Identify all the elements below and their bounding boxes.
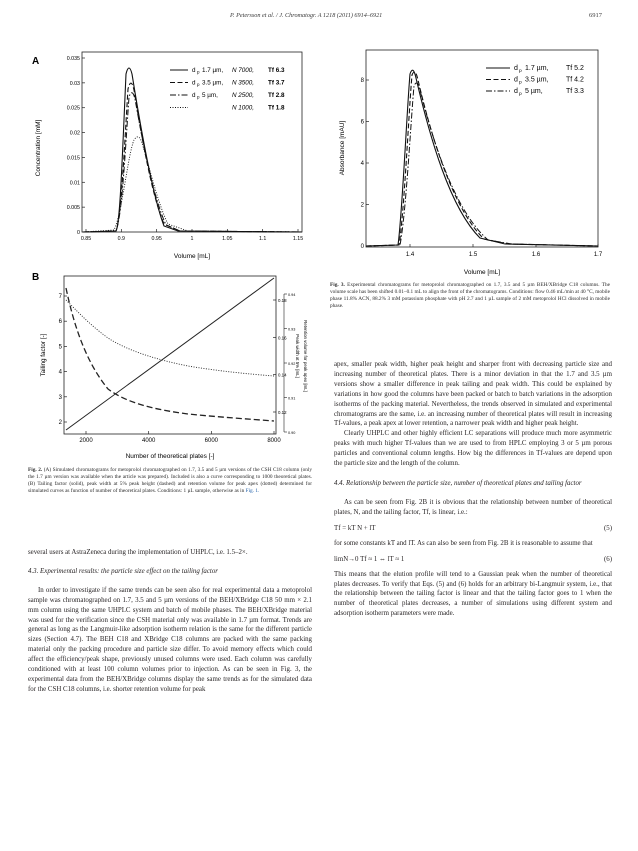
- panel-a-legend: [170, 67, 285, 112]
- panel-b-ytick-r2-label: 0.94: [288, 292, 296, 297]
- legend-3-dp-value: 5 µm,: [525, 88, 543, 95]
- fig2-caption-ref[interactable]: Fig. 1.: [245, 488, 260, 495]
- tailing-factor-line: [66, 278, 274, 430]
- legend-a-n: N 1000,: [232, 104, 255, 112]
- section-4-3-paragraph: In order to investigate if the same trends can be seen also for real experimental data a metoprolol sample was chromatographed on 1.7, 3.5 and 5 µm versions of the BEH/XBridge C18 50 mm × 2.1 mm column using the same UHPLC system and batch of mobile phases. The BEH/XBridge material was used for the verification since the CSH material only was available in 1.7 µm format. Trends are general as long as the Langmuir-like adsorption isotherm relation is the same for the different particle sizes (Section 4.7). The BEH C18 and XBridge C18 columns are packed with the same packing material only the packing procedure and particle size differ. To avoid memory effects which could affect the efficiency/peak shape, previously unused columns were used. Each column was carefully conditioned with at least 100 column volumes prior to injection. As can be seen in Fig. 3, the experimental data from the BEH/XBridge columns display the same trends as for the simulated data for the CSH C18 columns, i.e. shorter retention volume for peak: [28, 586, 312, 693]
- legend-a-dp-sub: p: [197, 82, 200, 87]
- legend-a-n: N 3500,: [232, 79, 255, 87]
- panel-b-ytick-r2-label: 0.93: [288, 327, 296, 332]
- legend-a-tf: Tf 2.8: [268, 92, 285, 99]
- panel-a-ytick-label: 0.035: [66, 56, 80, 62]
- panel-b-xtick-label: 8000: [267, 438, 281, 444]
- equation-5-body: Tf = kT N + lT: [334, 524, 376, 532]
- section-4-3-title: 4.3. Experimental results: the particle size effect on the tailing factor: [28, 567, 218, 575]
- intro-end-paragraph: several users at AstraZeneca during the implementation of UHPLC, i.e. 1.5–2×.: [28, 549, 248, 556]
- legend-a-dp-sub: p: [197, 94, 200, 100]
- legend-a-n: N 2500,: [232, 92, 255, 99]
- panel-b-ytick-left-label: 6: [58, 319, 62, 326]
- equation-5: [334, 524, 612, 533]
- legend-3-tf: Tf 3.3: [566, 88, 584, 95]
- legend-a-dp-value: 5 µm,: [202, 92, 218, 99]
- panel-a-xtick-label: 0.95: [151, 236, 162, 242]
- fig3-caption-label: Fig. 3.: [330, 282, 345, 288]
- panel-b-ytick-r1-label: 0.16: [278, 335, 287, 341]
- panel-a-xtick-label: 1.1: [258, 236, 267, 242]
- right-paragraph-5: This means that the elution profile will tend to a Gaussian peak when the number of theoretical plates decreases. To verify that Eqs. (5) and (6) holds for an arbitrary bi-Langmuir system, i.e., that the relationship between the tailing factor is linear and that the tailing factor goes to 1 when the number of theoretical plates decreases, a number of simulations using different system and adsorption isotherm parameters were made.: [334, 570, 612, 618]
- fig3-ytick-label: 4: [360, 161, 364, 167]
- panel-a-xtick-label: 0.85: [80, 236, 92, 242]
- curve-5um: [83, 93, 302, 232]
- legend-3-dp: d: [514, 65, 518, 72]
- legend-3-dp-sub: p: [519, 80, 522, 86]
- fig3-caption-text: Experimental chromatograms for metoprolol chromatographed on 1.7, 3.5 and 5 µm BEH/XBridge C18 columns. The volume scale has been shifted 0.01–0.1 mL to align the front of the chromatograms. Conditions: flow 0.46 mL/min at 40 °C, mobile phase 11.8% ACN, 88.2% 3 mM potassium phosphate with pH 2.7 and 1 µL sample of 2 mM metoprolol HCl dissolved in mobile phase.: [330, 282, 610, 310]
- fig3-xtick-label: 1.5: [468, 252, 478, 258]
- equation-6-number: (6): [603, 555, 612, 563]
- fig2-caption-label: Fig. 2.: [28, 467, 43, 473]
- panel-a-ytick-label: 0.025: [66, 105, 80, 112]
- panel-b-xtick-label: 4000: [141, 438, 156, 444]
- figure-3: [330, 48, 612, 280]
- panel-a-xtick-label: 1.05: [222, 236, 233, 242]
- right-paragraph-3: As can be seen from Fig. 2B it is obvious that the relationship between number of theoretical plates, N, and the tailing factor, Tf, is linear, i.e.:: [334, 498, 612, 516]
- legend-a-tf: Tf 3.7: [268, 79, 285, 87]
- fig3-xtick-label: 1.4: [405, 252, 415, 258]
- fig2-panel-b: [32, 272, 308, 460]
- fig3-caption: [330, 282, 610, 310]
- fig3-ytick-label: 0: [360, 244, 364, 250]
- right-paragraph-1: apex, smaller peak width, higher peak height and sharper front with decreasing particle size and increasing number of theoretical plates. There is a minor deviation in that the 1.7 and 3.5 µm versions show a smaller difference in peak tailing and peak width. This could be explained by variations in how good the columns have been packed or batch to batch variations in the adsorption isotherms of the packing material. Nevertheless, the trends observed in simulated and experimental chromatograms are the same, i.e. an increasing number of theoretical plates will result in increasing Tf-values, a peak apex at lower retention, a narrower peak width and higher peak height.: [334, 361, 612, 428]
- page-number: 6917: [589, 12, 602, 19]
- fig3-xtick-label: 1.7: [593, 252, 603, 258]
- legend-3-tf: Tf 5.2: [566, 65, 584, 72]
- right-paragraph-4: for some constants kT and lT. As can also be seen from Fig. 2B it is reasonable to assume that: [334, 539, 593, 547]
- equation-6: [334, 555, 612, 564]
- panel-a-ytick-label: 0.03: [69, 80, 80, 87]
- fig3-ytick-label: 2: [360, 202, 364, 209]
- panel-a-xtick-label: 1.15: [292, 236, 304, 242]
- fig3-ytick-label: 8: [360, 78, 364, 84]
- legend-a-dp: d: [192, 92, 196, 99]
- panel-b-ytick-r1-label: 0.12: [278, 410, 287, 415]
- figure-2: [28, 44, 308, 462]
- panel-b-ytick-r1-label: 0.14: [278, 372, 287, 378]
- fig2-panel-a: [32, 52, 303, 260]
- right-paragraph-2: Clearly UHPLC and other highly efficient LC separations will produce much more asymmetric peaks with much higher Tf-values than we are used to from HPLC employing 3 or 5 µm porous particles and conventional column lengths. How big the differences in Tf-values are depend upon the particle size and the length of the column.: [334, 430, 612, 468]
- legend-a-n: N 7000,: [232, 67, 255, 74]
- panel-b-ytick-left-label: 3: [58, 394, 62, 401]
- panel-a-ytick-label: 0.005: [66, 205, 80, 212]
- panel-b-ytick-r2-label: 0.92: [288, 361, 296, 366]
- panel-a-xlabel: Volume [mL]: [173, 253, 211, 260]
- panel-a-ytick-label: 0.02: [69, 130, 80, 137]
- panel-b-xlabel: Number of theoretical plates [-]: [125, 453, 215, 460]
- fig3-ytick-label: 6: [360, 119, 364, 126]
- legend-3-dp: d: [514, 88, 518, 95]
- legend-3-tf: Tf 4.2: [566, 76, 584, 84]
- panel-b-ytick-left-label: 5: [58, 344, 62, 351]
- right-column: [334, 360, 612, 619]
- fig3-legend: [486, 65, 584, 97]
- panel-b-ylabel-right2: Retention volume for peak apex [mL]: [303, 320, 308, 392]
- fig2-caption: [28, 467, 312, 495]
- equation-6-body: limN→0 Tf ≈ 1 ⇔ lT ≈ 1: [334, 555, 405, 563]
- panel-a-xtick-label: 1: [190, 236, 194, 242]
- retention-volume-curve: [66, 300, 274, 376]
- panel-a-ytick-label: 0.015: [66, 155, 80, 162]
- equation-5-number: (5): [603, 524, 612, 532]
- legend-3-dp-sub: p: [519, 68, 522, 74]
- panel-b-ylabel-left: Tailing factor [-]: [40, 333, 47, 377]
- panel-a-label: A: [32, 56, 40, 67]
- panel-a-ytick-label: 0.01: [69, 180, 80, 187]
- fig3-ylabel: Absorbance [mAU]: [339, 120, 346, 176]
- legend-a-dp-value: 1.7 µm,: [202, 67, 224, 74]
- legend-a-dp-value: 3.5 µm,: [202, 79, 224, 87]
- panel-b-ytick-left-label: 4: [58, 369, 62, 376]
- fig3-xtick-label: 1.6: [531, 252, 541, 258]
- panel-b-ytick-r2-label: 0.91: [288, 396, 296, 401]
- curve-1000-plates: [83, 137, 302, 232]
- left-column: [28, 548, 312, 695]
- section-4-4-title: 4.4. Relationship between the particle size, number of theoretical plates and tailing factor: [334, 479, 582, 487]
- fig2-caption-text: (A) Simulated chromatograms for metoprolol chromatographed on 1.7, 3.5 and 5 µm versions of the CSH C18 column (only the 1.7 µm version was available when the article was prepared). Included is also a curve corresponding to 1000 theoretical plates. (B) Tailing factor (solid), peak width at 5% peak height (dashed) and retention volume for peak apex (dotted) determined for simulated curves as function of number of theoretical plates. Conditions: 1 µL sample, otherwise as in: [28, 467, 313, 495]
- panel-a-ylabel: Concentration [mM]: [35, 119, 42, 177]
- panel-b-ylabel-right1: Peak width at 5% [mL]: [295, 334, 300, 378]
- panel-b-ytick-left-label: 2: [58, 420, 62, 426]
- legend-a-dp-sub: p: [197, 69, 200, 75]
- fig3-curve-1-7um: [366, 70, 598, 246]
- panel-a-ytick-label: 0: [77, 230, 80, 236]
- panel-b-ytick-r2-label: 0.90: [288, 430, 296, 435]
- panel-b-xtick-label: 6000: [204, 438, 219, 444]
- legend-a-dp: d: [192, 79, 196, 87]
- panel-b-ytick-left-label: 7: [58, 294, 62, 300]
- panel-b-ytick-r1-label: 0.18: [278, 298, 287, 303]
- fig3-xlabel: Volume [mL]: [463, 269, 501, 276]
- legend-3-dp: d: [514, 76, 518, 84]
- legend-a-tf: Tf 1.8: [268, 104, 285, 112]
- panel-b-label: B: [32, 272, 40, 283]
- panel-a-xtick-label: 0.9: [117, 236, 126, 242]
- panel-b-xtick-label: 2000: [79, 438, 93, 444]
- legend-3-dp-value: 1.7 µm,: [525, 65, 549, 72]
- legend-3-dp-value: 3.5 µm,: [525, 76, 549, 84]
- legend-3-dp-sub: p: [519, 91, 522, 97]
- running-header: P. Petersson et al. / J. Chromatogr. A 1218 (2011) 6914–6921: [230, 12, 383, 19]
- legend-a-dp: d: [192, 67, 196, 74]
- legend-a-tf: Tf 6.3: [268, 67, 285, 74]
